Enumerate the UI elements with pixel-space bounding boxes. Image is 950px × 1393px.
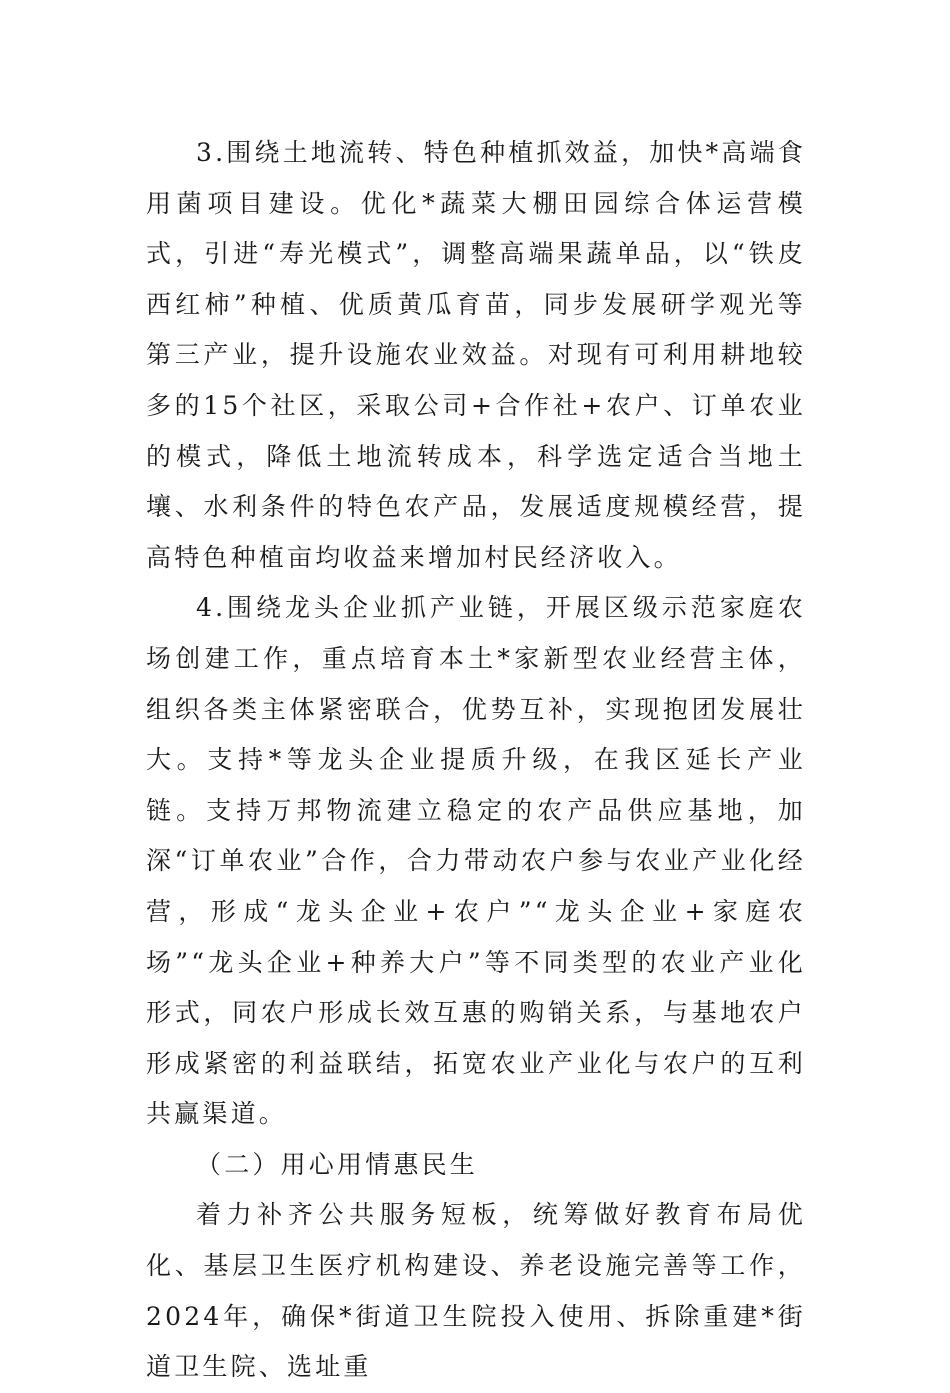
paragraph-public-services: 着力补齐公共服务短板，统筹做好教育布局优化、基层卫生医疗机构建设、养老设施完善等工作，2024年，确保*街道卫生院投入使用、拆除重建*街道卫生院、选址重 <box>146 1200 806 1382</box>
document-body <box>146 128 806 1393</box>
section-heading-livelihood: （二）用心用情惠民生 <box>196 1149 479 1179</box>
paragraph-leading-enterprises: 4.围绕龙头企业抓产业链，开展区级示范家庭农场创建工作，重点培育本土*家新型农业经营主体，组织各类主体紧密联合，优势互补，实现抱团发展壮大。支持*等龙头企业提质升级，在我区延长产业链。支持万邦物流建立稳定的农产品供应基地，加深“订单农业”合作，合力带动农户参与农业产业化经营，形成“龙头企业+农户”“龙头企业+家庭农场”“龙头企业+种养大户”等不同类型的农业产业化形式，同农户形成长效互惠的购销关系，与基地农户形成紧密的利益联结，拓宽农业产业化与农户的互利共赢渠道。 <box>146 593 806 1129</box>
paragraph-land-transfer: 3.围绕土地流转、特色种植抓效益，加快*高端食用菌项目建设。优化*蔬菜大棚田园综合体运营模式，引进“寿光模式”，调整高端果蔬单品，以“铁皮西红柿”种植、优质黄瓜育苗，同步发展研学观光等第三产业，提升设施农业效益。对现有可利用耕地较多的15个社区，采取公司+合作社+农户、订单农业的模式，降低土地流转成本，科学选定适合当地土壤、水利条件的特色农产品，发展适度规模经营，提高特色种植亩均收益来增加村民经济收入。 <box>146 138 806 572</box>
